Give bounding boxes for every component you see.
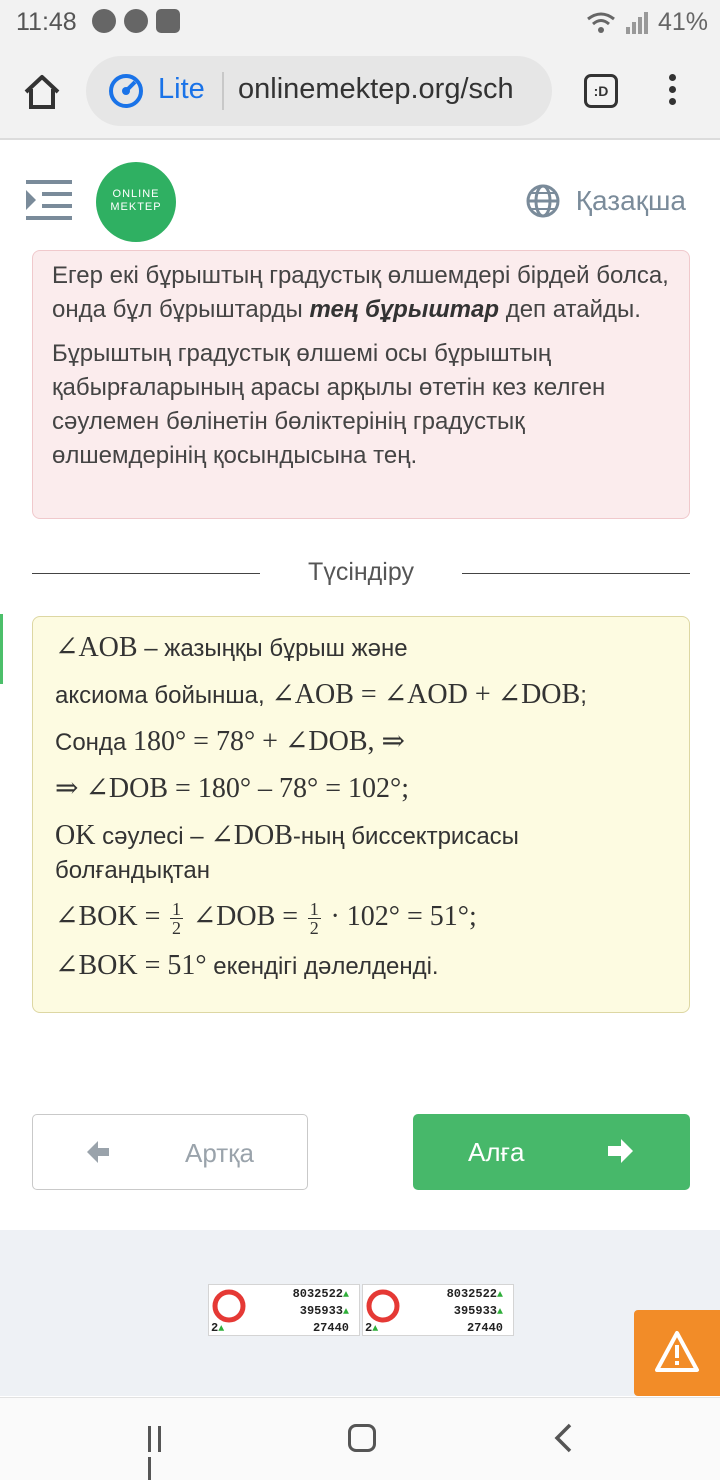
counter-value: 2▲ [365,1321,379,1335]
math-expression: 180° = 78° + ∠DOB, ⇒ [132,726,405,757]
counter-value: 395933▲ [299,1304,349,1318]
counter-ring-icon [211,1288,247,1324]
warning-icon [654,1330,700,1374]
math-expression: ∠BOK = 51° [55,950,207,982]
fraction-half [170,900,183,937]
notification-icons [92,9,180,33]
site-header [0,142,720,262]
next-button[interactable] [413,1114,690,1190]
report-error-button[interactable] [634,1310,720,1396]
theory-paragraph-2: Бұрыштың градустық өлшемі осы бұрыштың қабырғаларының арасы арқылы өтетін кез келген сәулемен бөлінетін бөліктерінің градустық өлшемдерінің қосындысына тең. [52,340,606,469]
next-button-label: Алға [468,1137,525,1167]
term-equal-angles: тең бұрыштар [309,296,500,323]
arrow-left-icon [85,1137,111,1167]
math-expression: ∠DOB = [192,901,299,932]
solution-line-3 [55,725,667,760]
signal-icon [624,11,650,35]
tab-switcher-button[interactable]: :D [584,74,618,108]
status-time: 11:48 [16,8,77,36]
whatsapp-icon [92,9,116,33]
counter-value: 27440 [466,1321,503,1335]
stats-counter[interactable] [362,1284,514,1336]
sync-icon [124,9,148,33]
url-divider [222,72,224,110]
home-nav-icon[interactable] [348,1424,376,1452]
theory-text: деп атайды. [499,296,641,323]
lite-mode-icon [108,73,144,109]
left-marker [0,614,3,684]
back-button-label: Артқа [185,1138,254,1168]
fraction-numerator: 1 [172,899,182,920]
logo-text-line1: ONLINE [112,188,160,200]
logo-text-line2: MEKTEP [110,201,162,213]
solution-text: Сонда [55,729,133,756]
overflow-menu-icon[interactable] [662,74,682,110]
back-button[interactable] [32,1114,308,1190]
math-expression: ∠AOB = ∠AOD + ∠DOB [271,679,581,710]
solution-line-5 [55,819,667,888]
menu-toggle-icon[interactable] [26,178,72,222]
solution-text: аксиома бойынша, [55,682,272,709]
fraction-denominator: 2 [309,918,319,939]
browser-toolbar [0,44,720,140]
fraction-half [308,900,321,937]
globe-icon [526,184,560,218]
math-expression: ∠DOB [210,820,293,851]
explanation-title: Түсіндіру [308,558,414,586]
solution-text: сәулесі – [95,823,211,850]
lite-mode-label: Lite [158,73,205,105]
separator-line-right [462,573,690,574]
solution-line-1 [55,631,667,666]
solution-line-6 [55,900,667,937]
url-text[interactable]: onlinemektep.org/sch [238,73,514,105]
url-bar[interactable] [86,56,552,126]
solution-line-7 [55,949,667,984]
counter-value: 27440 [312,1321,349,1335]
counter-ring-icon [365,1288,401,1324]
status-bar [0,0,720,44]
solution-text: -ның биссектрисасы болғандықтан [55,823,519,884]
solution-box [32,616,690,1013]
theory-paragraph-1 [52,259,671,327]
language-selector[interactable] [526,184,686,218]
solution-line-4 [55,772,667,807]
footer-area [0,1230,720,1396]
counter-value: 8032522▲ [292,1287,349,1301]
math-expression: ⇒ ∠DOB = 180° – 78° = 102°; [55,773,409,804]
solution-text: ; [580,682,587,709]
theory-text: Егер екі бұрыштың градустық өлшемдері бірдей болса, онда бұл бұрыштарды [52,262,669,323]
fraction-numerator: 1 [309,899,319,920]
math-expression: ∠BOK = [55,901,161,932]
stats-counter[interactable] [208,1284,360,1336]
math-expression: OK [55,820,96,851]
recent-apps-icon[interactable] [148,1426,176,1452]
solution-text: екендігі дәлелденді. [206,953,439,981]
status-right [586,8,708,37]
counter-value: 8032522▲ [446,1287,503,1301]
home-icon[interactable] [22,72,62,112]
solution-line-2 [55,678,667,713]
counter-value: 2▲ [211,1321,225,1335]
battery-text: 41% [657,8,708,36]
wifi-icon [586,11,616,35]
theory-box [32,250,690,519]
explanation-separator [32,556,690,592]
screenshot-icon [156,9,180,33]
solution-text: – жазыңқы бұрыш және [137,635,408,662]
fraction-denominator: 2 [172,918,182,939]
back-nav-icon[interactable] [552,1422,574,1454]
math-expression: · 102° = 51°; [330,901,477,932]
android-navigation-bar [0,1397,720,1480]
arrow-right-icon [605,1136,635,1166]
math-expression: ∠AOB [55,632,138,663]
language-label: Қазақша [575,185,686,216]
site-logo[interactable] [96,162,176,242]
counter-value: 395933▲ [453,1304,503,1318]
